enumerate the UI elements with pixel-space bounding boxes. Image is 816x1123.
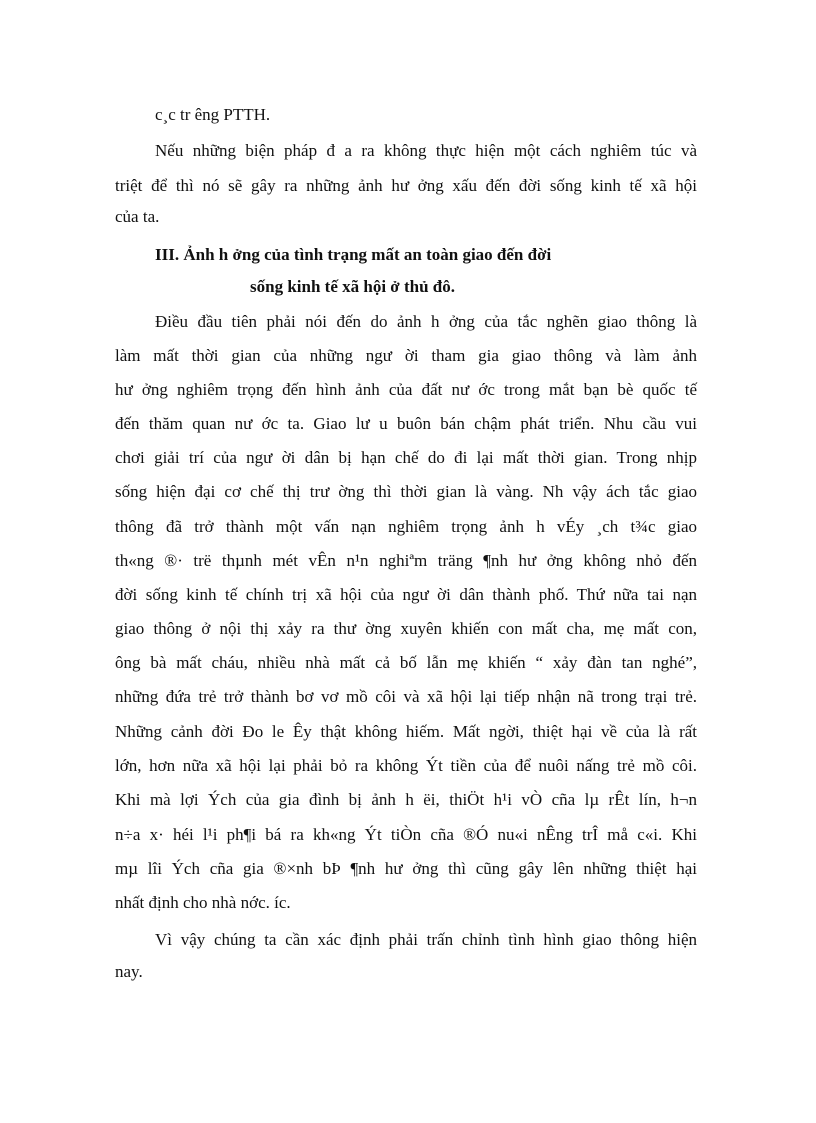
section-heading-continuation: sống kinh tế xã hội ở thủ đô. [250,277,455,296]
text-line: hư ởng nghiêm trọng đến hình ảnh của đất nư ớc trong mắt bạn bè quốc tế [115,380,697,399]
text-line: giao thông ở nội thị xảy ra thư ờng xuyên khiến con mất cha, mẹ mất con, [115,619,697,638]
text-line: sống hiện đại cơ chế thị trư ờng thì thời gian là vàng. Nh vậy ách tắc giao [115,482,697,501]
text-line: mµ lîi Ých cña gia ®×nh bÞ ¶nh hư ởng thì cũng gây lên những thiệt hại [115,859,697,878]
text-line: chơi giải trí của ngư ời dân bị hạn chế do đi lại mất thời gian. Trong nhịp [115,448,697,467]
text-line: nay. [115,962,143,981]
text-line: Vì vậy chúng ta cần xác định phải trấn chỉnh tình hình giao thông hiện [155,930,697,949]
text-line: nhất định cho nhà nớc. íc. [115,893,291,912]
text-line: thông đã trở thành một vấn nạn nghiêm trọng ảnh h vÉy ¸ch t¾c giao [115,517,697,536]
text-line: làm mất thời gian của những ngư ời tham gia giao thông và làm ảnh [115,346,697,365]
text-line: đến thăm quan nư ớc ta. Giao lư u buôn bán chậm phát triển. Nhu cầu vui [115,414,697,433]
text-line: Điều đầu tiên phải nói đến do ảnh h ởng của tắc nghẽn giao thông là [155,312,697,331]
text-line: n÷a x· héi l¹i ph¶i bá ra kh«ng Ýt tiÒn cña ®Ó nu«i nÊng trÎ må c«i. Khi [115,825,697,844]
section-heading: III. Ảnh h ởng của tình trạng mất an toàn giao đến đời [155,245,552,264]
text-line: Những cảnh đời Đo le Êy thật không hiếm. Mất ngời, thiệt hại về của là rất [115,722,697,741]
text-line: c¸c tr êng PTTH. [155,105,271,124]
text-line: triệt để thì nó sẽ gây ra những ảnh hư ởng xấu đến đời sống kinh tế xã hội [115,176,697,195]
text-line: của ta. [115,207,160,226]
text-line: đời sống kinh tế chính trị xã hội của ngư ời dân thành phố. Thứ nữa tai nạn [115,585,697,604]
text-line: ông bà mất cháu, nhiều nhà mất cả bố lẫn mẹ khiến “ xảy đàn tan nghé”, [115,653,697,672]
text-line: lớn, hơn nữa xã hội lại phải bỏ ra không Ýt tiền của để nuôi nấng trẻ mồ côi. [115,756,697,775]
text-line: Nếu những biện pháp đ a ra không thực hiện một cách nghiêm túc và [155,141,697,160]
text-line: những đứa trẻ trở thành bơ vơ mồ côi và xã hội lại tiếp nhận nã trong trại trẻ. [115,687,697,706]
text-line: th«ng ®· trë thµnh mét vÊn n¹n nghiªm träng ¶nh hư ởng không nhỏ đến [115,551,697,570]
text-line: Khi mà lợi Ých của gia đình bị ảnh h ëi, thiÖt h¹i vÒ cña lµ rÊt lín, h¬n [115,790,697,809]
